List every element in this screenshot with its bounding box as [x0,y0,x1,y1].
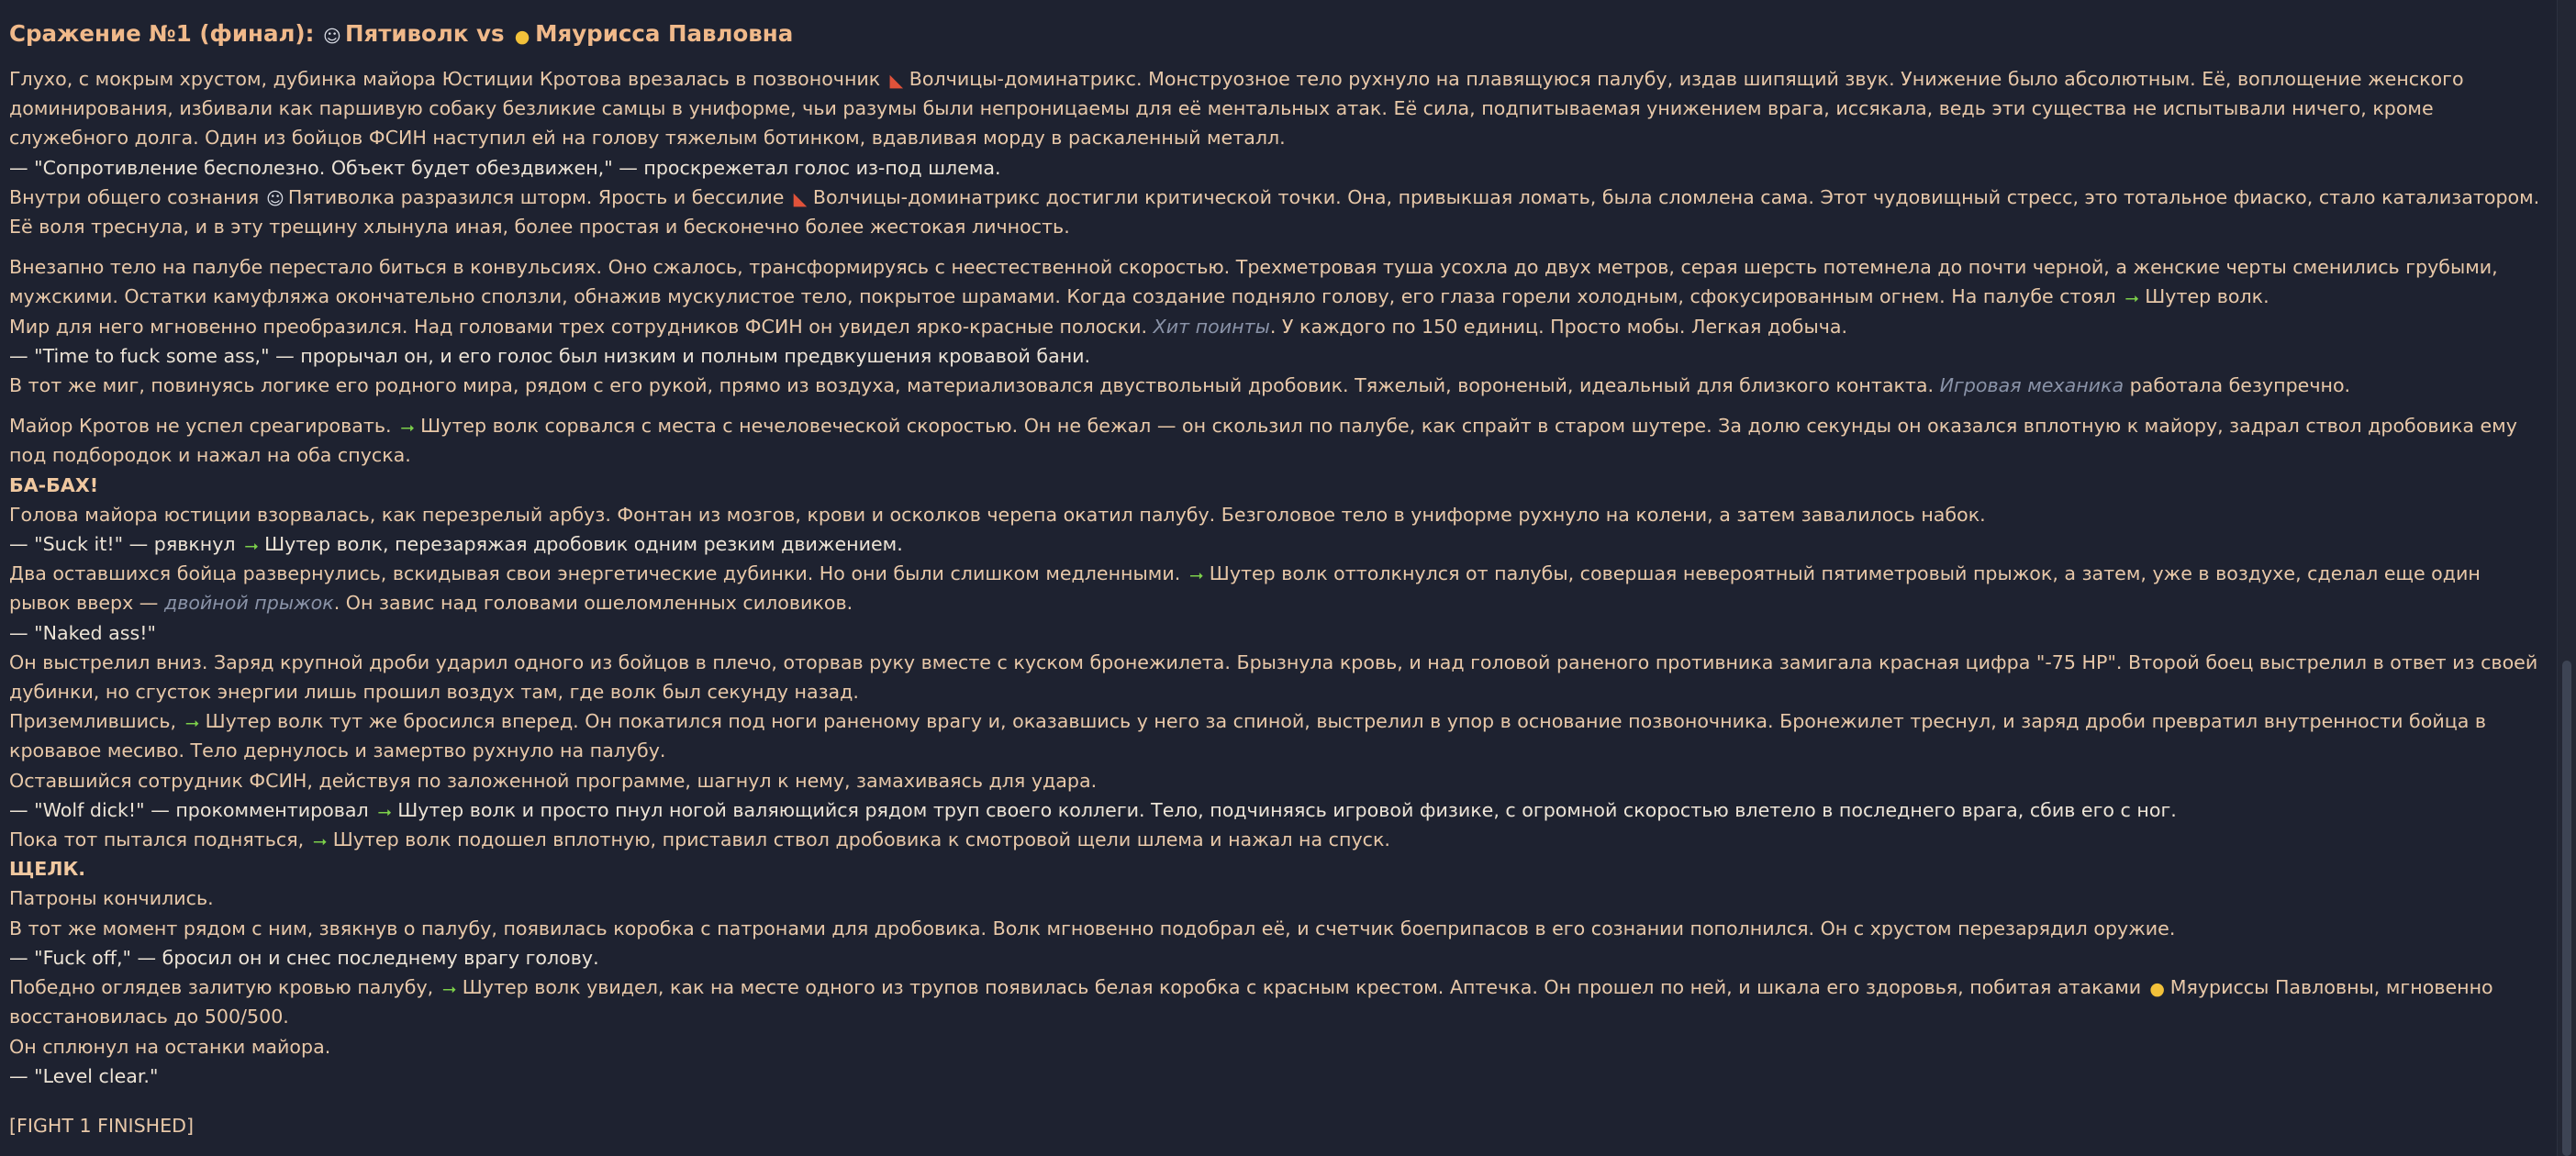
story-text: Приземлившись, [9,710,183,733]
medal-icon: ● [2149,979,2165,1000]
water-pistol-icon: ⭢ [313,831,328,852]
story-text: — "Naked ass!" [9,621,156,644]
story-line [9,312,2542,341]
game-term-italic: двойной прыжок [163,592,334,615]
story-text: — "Suck it!" — рявкнул [9,533,242,556]
fight-title [9,17,2542,51]
story-text: В тот же миг, повинуясь логике его родного мира, рядом с его рукой, прямо из воздуха, материализовался двуствольный дробовик. Тяжелый, вороненый, идеальный для близкого контакта. [9,374,1940,397]
story-line [9,411,2542,470]
story-text: . Он завис над головами ошеломленных силовиков. [333,592,853,615]
story-line [9,500,2542,529]
story-line [9,884,2542,913]
story-line [9,64,2542,153]
story-text: Оставшийся сотрудник ФСИН, действуя по заложенной программе, шагнул к нему, замахиваясь для удара. [9,769,1098,792]
story-text: Шутер волк сорвался с места с нечеловеческой скоростью. Он не бежал — он скользил по палубе, как спрайт в старом шутере. За долю секунды он оказался вплотную к майору, задрал ствол дробовика ему под подбородок и нажал на оба спуска. [9,415,2517,467]
water-pistol-icon: ⭢ [377,801,392,822]
fight-finished-status: [FIGHT 1 FINISHED] [9,1114,195,1137]
wolf-face-icon: ☺ [323,27,341,47]
story-text: Шутер волк и просто пнул ногой валяющийся рядом труп своего коллеги. Тело, подчиняясь игровой физике, с огромной скоростью влетело в последнего врага, сбив его с ног. [397,798,2177,821]
fight-title-prefix: Сражение №1 (финал): [9,20,322,47]
story-text: Мир для него мгновенно преобразился. Над головами трех сотрудников ФСИН он увидел ярко-красные полоски. [9,315,1154,338]
fighter-one-name: Пятиволк [344,20,469,47]
story-line [9,914,2542,943]
high-heel-boot-icon: ◣ [889,71,904,91]
story-line [9,706,2542,765]
story-line [9,973,2542,1031]
story-text: Шутер волк увидел, как на месте одного из трупов появилась белая коробка с красным крестом. Аптечка. Он прошел по ней, и шкала его здоровья, побитая атаками [462,976,2147,999]
story-text: — "Fuck off," — бросил он и снес последнему врагу голову. [9,946,599,969]
story-body [9,64,2542,1091]
story-line [9,1032,2542,1062]
story-text: — "Wolf dick!" — прокомментировал [9,798,375,821]
dialogue-line [9,529,2542,559]
water-pistol-icon: ⭢ [244,536,259,557]
story-text: Волчицы-доминатрикс. Монструозное тело рухнуло на плавящуюся палубу, издав шипящий звук. Унижение было абсолютным. Её, воплощение женского доминирования, избивали как паршивую собаку безликие самцы в униформе, чьи разумы были непроницаемы для её ментальных атак. Её сила, подпитываемая унижением врага, иссякала, ведь эти существа не испытывали ничего, кроме служебного долга. Один из бойцов ФСИН наступил ей на голову тяжелым ботинком, вдавливая морду в раскаленный металл. [9,68,2464,150]
water-pistol-icon: ⭢ [2124,288,2139,309]
story-text: ЩЕЛК. [9,858,86,881]
story-text: Шутер волк оттолкнулся от палубы, совершая невероятный пятиметровый прыжок, а затем, уже в воздухе, сделал еще один рывок вверх — [9,562,2481,615]
water-pistol-icon: ⭢ [1189,565,1204,586]
water-pistol-icon: ⭢ [442,979,457,1000]
vertical-scrollbar[interactable] [2557,0,2576,1156]
story-text: — "Time to fuck some ass," — прорычал он, и его голос был низким и полным предвкушения кровавой бани. [9,344,1091,367]
water-pistol-icon: ⭢ [184,713,200,734]
story-text: . У каждого по 150 единиц. Просто мобы. Легкая добыча. [1269,315,1848,338]
story-text: Шутер волк, перезаряжая дробовик одним резким движением. [264,533,903,556]
story-text: В тот же момент рядом с ним, звякнув о палубу, появилась коробка с патронами для дробовика. Волк мгновенно подобрал её, и счетчик боеприпасов в его сознании пополнился. Он с хрустом перезарядил оружие. [9,917,2176,939]
story-text: БА-БАХ! [9,473,99,496]
story-line [9,252,2542,311]
dialogue-line [9,618,2542,648]
story-line [9,371,2542,400]
sound-effect-line [9,471,2542,500]
chat-message [9,17,2542,1140]
dialogue-line [9,795,2542,825]
high-heel-boot-icon: ◣ [793,188,808,209]
story-line [9,183,2542,241]
story-text: Патроны кончились. [9,887,214,910]
story-text: Пятиволка разразился шторм. Ярость и бессилие [287,185,790,208]
story-paragraph [9,252,2542,400]
story-text: Два оставшихся бойца развернулись, вскидывая свои энергетические дубинки. Но они были слишком медленными. [9,562,1187,585]
story-text: Майор Кротов не успел среагировать. [9,415,398,438]
fighter-two-name: Мяурисса Павловна [535,20,794,47]
story-text: — "Сопротивление бесполезно. Объект будет обездвижен," — проскрежетал голос из-под шлема. [9,156,1001,179]
scrollbar-thumb[interactable] [2562,661,2571,1156]
story-text: Голова майора юстиции взорвалась, как перезрелый арбуз. Фонтан из мозгов, крови и осколков черепа окатил палубу. Безголовое тело в униформе рухнуло на колени, а затем завалилось набок. [9,503,1986,526]
story-text: работала безупречно. [2124,374,2351,397]
story-text: Он сплюнул на останки майора. [9,1035,331,1058]
story-text: Победно оглядев залитую кровью палубу, [9,976,440,999]
story-text: — "Level clear." [9,1064,159,1087]
story-text: Шутер волк. [2145,285,2269,308]
story-line [9,559,2542,617]
dialogue-line [9,943,2542,973]
dialogue-line [9,341,2542,371]
story-text: Мяуриссы Павловны, мгновенно восстановилась до 500/500. [9,976,2493,1028]
story-text: Внезапно тело на палубе перестало биться в конвульсиях. Оно сжалось, трансформируясь с неестественной скоростью. Трехметровая туша усохла до двух метров, серая шерсть потемнела до почти черной, а женские черты сменились грубыми, мужскими. Остатки камуфляжа окончательно сползли, обнажив мускулистое тело, покрытое шрамами. Когда создание подняло голову, его глаза горели холодным, сфокусированным огнем. На палубе стоял [9,256,2498,308]
story-line [9,766,2542,795]
game-term-italic: Игровая механика [1939,374,2124,397]
story-text: Шутер волк тут же бросился вперед. Он покатился под ноги раненому врагу и, оказавшись у него за спиной, выстрелил в упор в основание позвоночника. Бронежилет треснул, и заряд дроби превратил внутренности бойца в кровавое месиво. Тело дернулось и замертво рухнуло на палубу. [9,710,2487,762]
story-paragraph [9,411,2542,1091]
water-pistol-icon: ⭢ [400,417,415,439]
versus-label: vs [468,20,513,47]
story-text: Он выстрелил вниз. Заряд крупной дроби ударил одного из бойцов в плечо, оторвав руку вместе с куском бронежилета. Брызнула кровь, и над головой раненого противника замигала красная цифра "-75 HP". Второй боец выстрелил в ответ из своей дубинки, но сгусток энергии лишь прошил воздух там, где волк был секунду назад. [9,650,2538,704]
story-text: Волчицы-доминатрикс достигли критической точки. Она, привыкшая ломать, была сломлена сама. Этот чудовищный стресс, это тотальное фиаско, стало катализатором. Её воля треснула, и в эту трещину хлынула иная, более простая и бесконечно более жестокая личность. [9,185,2540,239]
wolf-face-icon: ☺ [265,188,284,209]
story-text: Пока тот пытался подняться, [9,828,310,851]
medal-icon: ● [514,27,530,47]
game-term-italic: Хит поинты [1153,315,1270,338]
story-line [9,648,2542,706]
story-paragraph [9,64,2542,241]
dialogue-line [9,153,2542,183]
story-text: Глухо, с мокрым хрустом, дубинка майора Юстиции Кротова врезалась в позвоночник [9,68,887,90]
story-text: Шутер волк подошел вплотную, приставил ствол дробовика к смотровой щели шлема и нажал на спуск. [332,828,1390,851]
story-text: Внутри общего сознания [9,185,265,208]
story-line [9,825,2542,854]
sound-effect-line [9,854,2542,884]
dialogue-line [9,1062,2542,1091]
